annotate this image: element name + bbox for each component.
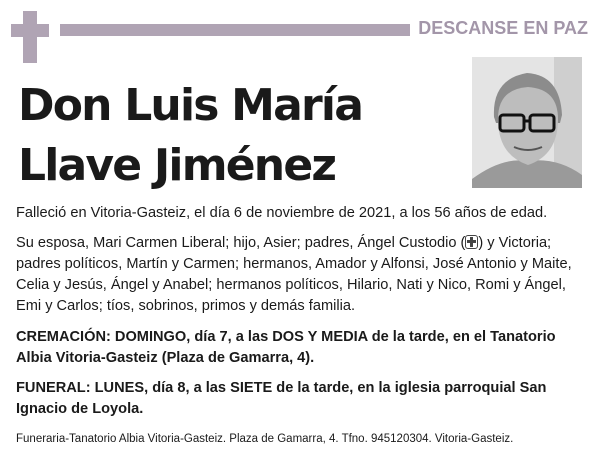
deceased-name-line1: Don Luis María	[18, 80, 363, 131]
header-rule	[60, 24, 410, 36]
small-cross-icon	[465, 235, 478, 249]
cremation-info: CREMACIÓN: DOMINGO, día 7, a las DOS Y MEDIA de la tarde, en el Tanatorio Albia Vitoria-Gasteiz (Plaza de Gamarra, 4).	[16, 329, 556, 366]
cross-icon	[11, 11, 49, 63]
cross-horizontal-bar	[11, 24, 49, 37]
death-info: Falleció en Vitoria-Gasteiz, el día 6 de noviembre de 2021, a los 56 años de edad.	[16, 205, 548, 221]
cross-vertical-bar	[23, 11, 37, 63]
funeral-home-footer: Funeraria-Tanatorio Albia Vitoria-Gasteiz. Plaza de Gamarra, 4. Tfno. 945120304. Vitoria-Gasteiz.	[16, 433, 514, 445]
deceased-photo	[472, 57, 582, 188]
family-list-part1: Su esposa, Mari Carmen Liberal; hijo, Asier; padres, Ángel Custodio (	[16, 235, 466, 251]
portrait-illustration	[472, 57, 582, 188]
funeral-info: FUNERAL: LUNES, día 8, a las SIETE de la tarde, en la iglesia parroquial San Ignacio de Loyola.	[16, 380, 547, 417]
header-label: DESCANSE EN PAZ	[418, 18, 588, 38]
family-list	[16, 233, 588, 317]
deceased-name-line2: Llave Jiménez	[18, 140, 336, 191]
family-list-part2: ) y Victoria; padres políticos, Martín y Carmen; hermanos, Amador y Alfonsi, José Antonio y Maite, Celia y Jesús, Ángel y Anabel; hermanos políticos, Hilario, Nati y Nico, Romi y Ángel, Emi y Carlos; tíos, sobrinos, primos y demás familia.	[16, 235, 572, 314]
